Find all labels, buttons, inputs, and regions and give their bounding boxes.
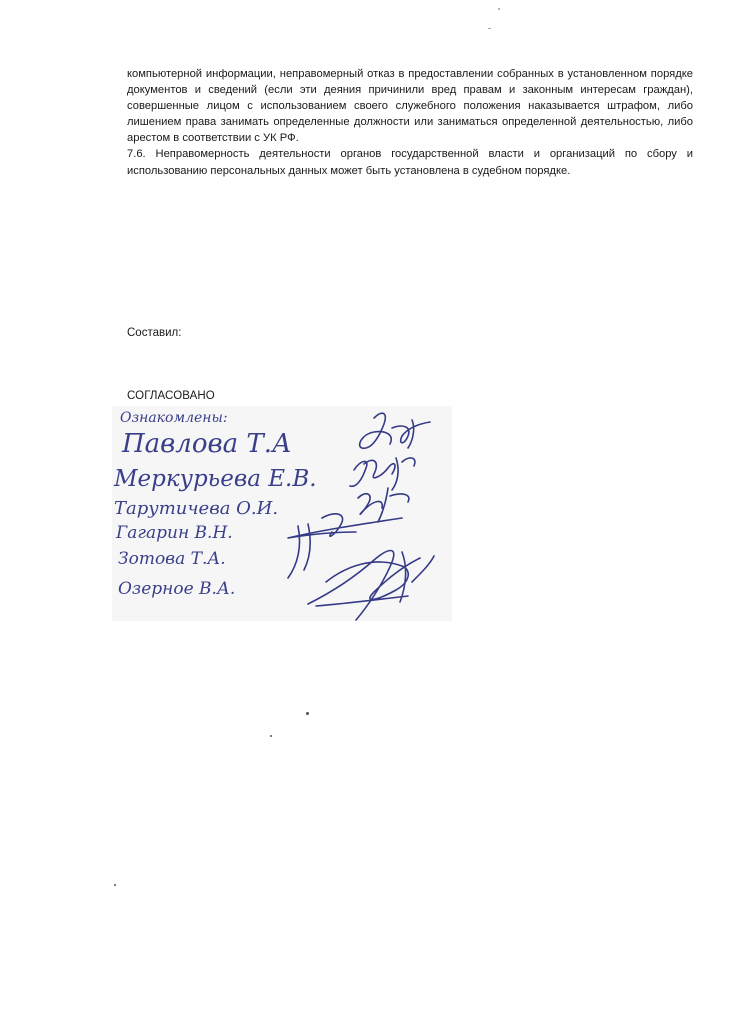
signature-mark bbox=[350, 458, 415, 490]
approved-label: СОГЛАСОВАНО bbox=[127, 390, 215, 402]
signature-block bbox=[112, 406, 452, 621]
scan-speck bbox=[270, 735, 272, 737]
handwritten-name: Меркурьева Е.В. bbox=[114, 466, 317, 492]
signature-mark bbox=[288, 514, 402, 578]
scan-speck bbox=[488, 28, 491, 29]
handwritten-header: Ознакомлены: bbox=[120, 410, 228, 426]
handwritten-name: Зотова Т.А. bbox=[118, 549, 226, 569]
body-text bbox=[127, 66, 693, 179]
paragraph-7-6: 7.6. Неправомерность деятельности органов государственной власти и организаций по сбору и использованию персональных данных может быть установлена в судебном порядке. bbox=[127, 148, 693, 177]
signature-mark bbox=[360, 413, 430, 448]
handwritten-name: Тарутичева О.И. bbox=[114, 498, 279, 519]
composed-by-label: Составил: bbox=[127, 327, 182, 339]
scan-speck bbox=[114, 884, 116, 886]
scan-speck bbox=[306, 712, 309, 715]
paragraph-liability: компьютерной информации, неправомерный отказ в предоставлении собранных в установленном порядке документов и сведений (если эти деяния причинили вред правам и законным интересам граждан), совершенные лицом с использованием своего служебного положения наказывается штрафом, либо лишением права занимать определенные должности или заниматься определенной деятельностью, либо арестом в соответствии с УК РФ. bbox=[127, 68, 693, 145]
handwritten-name: Павлова Т.А bbox=[122, 429, 292, 459]
handwritten-name: Озерное В.А. bbox=[118, 579, 236, 599]
signature-mark bbox=[358, 488, 409, 522]
scan-speck bbox=[498, 8, 500, 10]
handwritten-name: Гагарин В.Н. bbox=[116, 523, 233, 543]
signature-mark bbox=[308, 551, 434, 621]
